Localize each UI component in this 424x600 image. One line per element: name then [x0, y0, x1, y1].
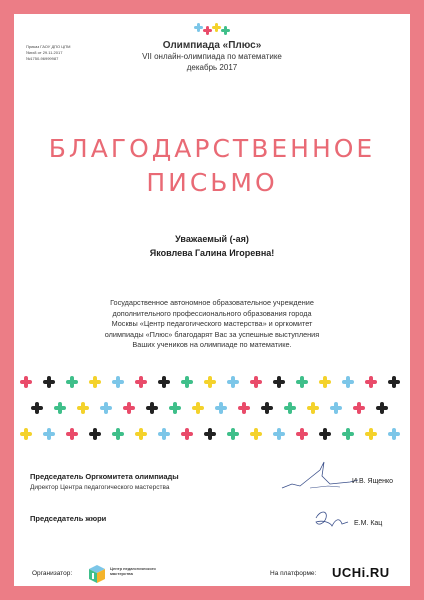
plus-shape	[342, 376, 354, 388]
organizer-label: Организатор:	[32, 570, 73, 577]
letter-body-line: Ваших учеников на олимпиаде по математике.	[132, 340, 292, 349]
plus-shape	[135, 428, 147, 440]
order-note-line: Приказ ГАОУ ДПО ЦПМ	[26, 44, 71, 49]
chair-signature	[280, 458, 360, 498]
plus-shape	[342, 428, 354, 440]
platform-logo: UCHi.RU	[332, 565, 390, 580]
plus-shape	[181, 376, 193, 388]
plus-shape	[112, 376, 124, 388]
plus-shape	[365, 376, 377, 388]
certificate	[14, 14, 410, 586]
plus-shape	[215, 402, 227, 414]
certificate-title	[14, 132, 410, 200]
olympiad-title: Олимпиада «Плюс»	[162, 40, 262, 51]
chair-subtitle: Директор Центра педагогического мастерства	[30, 484, 170, 491]
plus-shape	[376, 402, 388, 414]
logo-plus-blue	[194, 23, 203, 32]
plus-shape	[250, 376, 262, 388]
order-note-line: №1750-96999987	[26, 56, 59, 61]
jury-name: Е.М. Кац	[354, 520, 383, 527]
plus-shape	[319, 376, 331, 388]
plus-shape	[158, 376, 170, 388]
platform-label: На платформе:	[270, 570, 317, 577]
plus-shape	[307, 402, 319, 414]
certificate-title-line-2: ПИСЬМО	[146, 168, 278, 197]
plus-shape	[89, 376, 101, 388]
plus-shape	[54, 402, 66, 414]
plus-shape	[169, 402, 181, 414]
greeting	[14, 232, 410, 260]
plus-shape	[181, 428, 193, 440]
organizer-logo-icon	[86, 564, 108, 584]
plus-shape	[89, 428, 101, 440]
chair-name: И.В. Ященко	[352, 478, 394, 485]
jury-signature	[312, 508, 352, 532]
olympiad-subtitle: VII онлайн-олимпиада по математике	[142, 52, 282, 61]
plus-shape	[43, 428, 55, 440]
plus-shape	[204, 428, 216, 440]
letter-body-line: Москвы «Центр педагогического мастерства» и оргкомитет	[111, 319, 313, 328]
plus-shape	[77, 402, 89, 414]
plus-shape	[330, 402, 342, 414]
olympiad-date: декабрь 2017	[186, 63, 238, 72]
plus-shape	[204, 376, 216, 388]
order-note-line: №xx8 от 29.11.2017	[26, 50, 63, 55]
organizer-name: Центр педагогического мастерства	[110, 566, 156, 576]
plus-shape	[261, 402, 273, 414]
plus-shape	[20, 428, 32, 440]
greeting-salutation: Уважаемый (-ая)	[175, 234, 249, 244]
plus-shape	[273, 428, 285, 440]
plus-shape	[158, 428, 170, 440]
plus-shape	[66, 376, 78, 388]
plus-shape	[296, 428, 308, 440]
olympiad-header	[14, 40, 410, 73]
olympiad-logo	[192, 20, 232, 38]
plus-shape	[20, 376, 32, 388]
jury-title: Председатель жюри	[30, 514, 107, 523]
plus-shape	[123, 402, 135, 414]
logo-plus-pink	[203, 26, 212, 35]
certificate-title-line-1: БЛАГОДАРСТВЕННОЕ	[48, 134, 376, 163]
plus-shape	[192, 402, 204, 414]
plus-shape	[319, 428, 331, 440]
plus-shape	[227, 376, 239, 388]
plus-shape	[284, 402, 296, 414]
plus-shape	[388, 428, 400, 440]
plus-shape	[273, 376, 285, 388]
plus-shape	[353, 402, 365, 414]
plus-shape	[227, 428, 239, 440]
letter-body	[64, 298, 360, 351]
letter-body-line: олимпиады «Плюс» благодарят Вас за успешные выступления	[104, 329, 320, 339]
plus-shape	[388, 376, 400, 388]
letter-body-line: дополнительного профессионального образования города	[112, 308, 312, 318]
plus-shape	[296, 376, 308, 388]
plus-shape	[43, 376, 55, 388]
recipient-name: Яковлева Галина Игоревна!	[149, 248, 275, 258]
plus-shape	[238, 402, 250, 414]
plus-shape	[146, 402, 158, 414]
plus-shape	[31, 402, 43, 414]
plus-shape	[112, 428, 124, 440]
plus-shape	[100, 402, 112, 414]
logo-plus-green	[221, 26, 230, 35]
plus-shape	[66, 428, 78, 440]
footer	[14, 562, 410, 586]
plus-shape	[250, 428, 262, 440]
chair-title: Председатель Оргкомитета олимпиады	[30, 472, 179, 481]
logo-plus-yellow	[212, 23, 221, 32]
plus-shape	[365, 428, 377, 440]
decorative-plus-pattern	[14, 370, 410, 448]
plus-shape	[135, 376, 147, 388]
letter-body-line: Государственное автономное образовательное учреждение	[110, 298, 314, 307]
